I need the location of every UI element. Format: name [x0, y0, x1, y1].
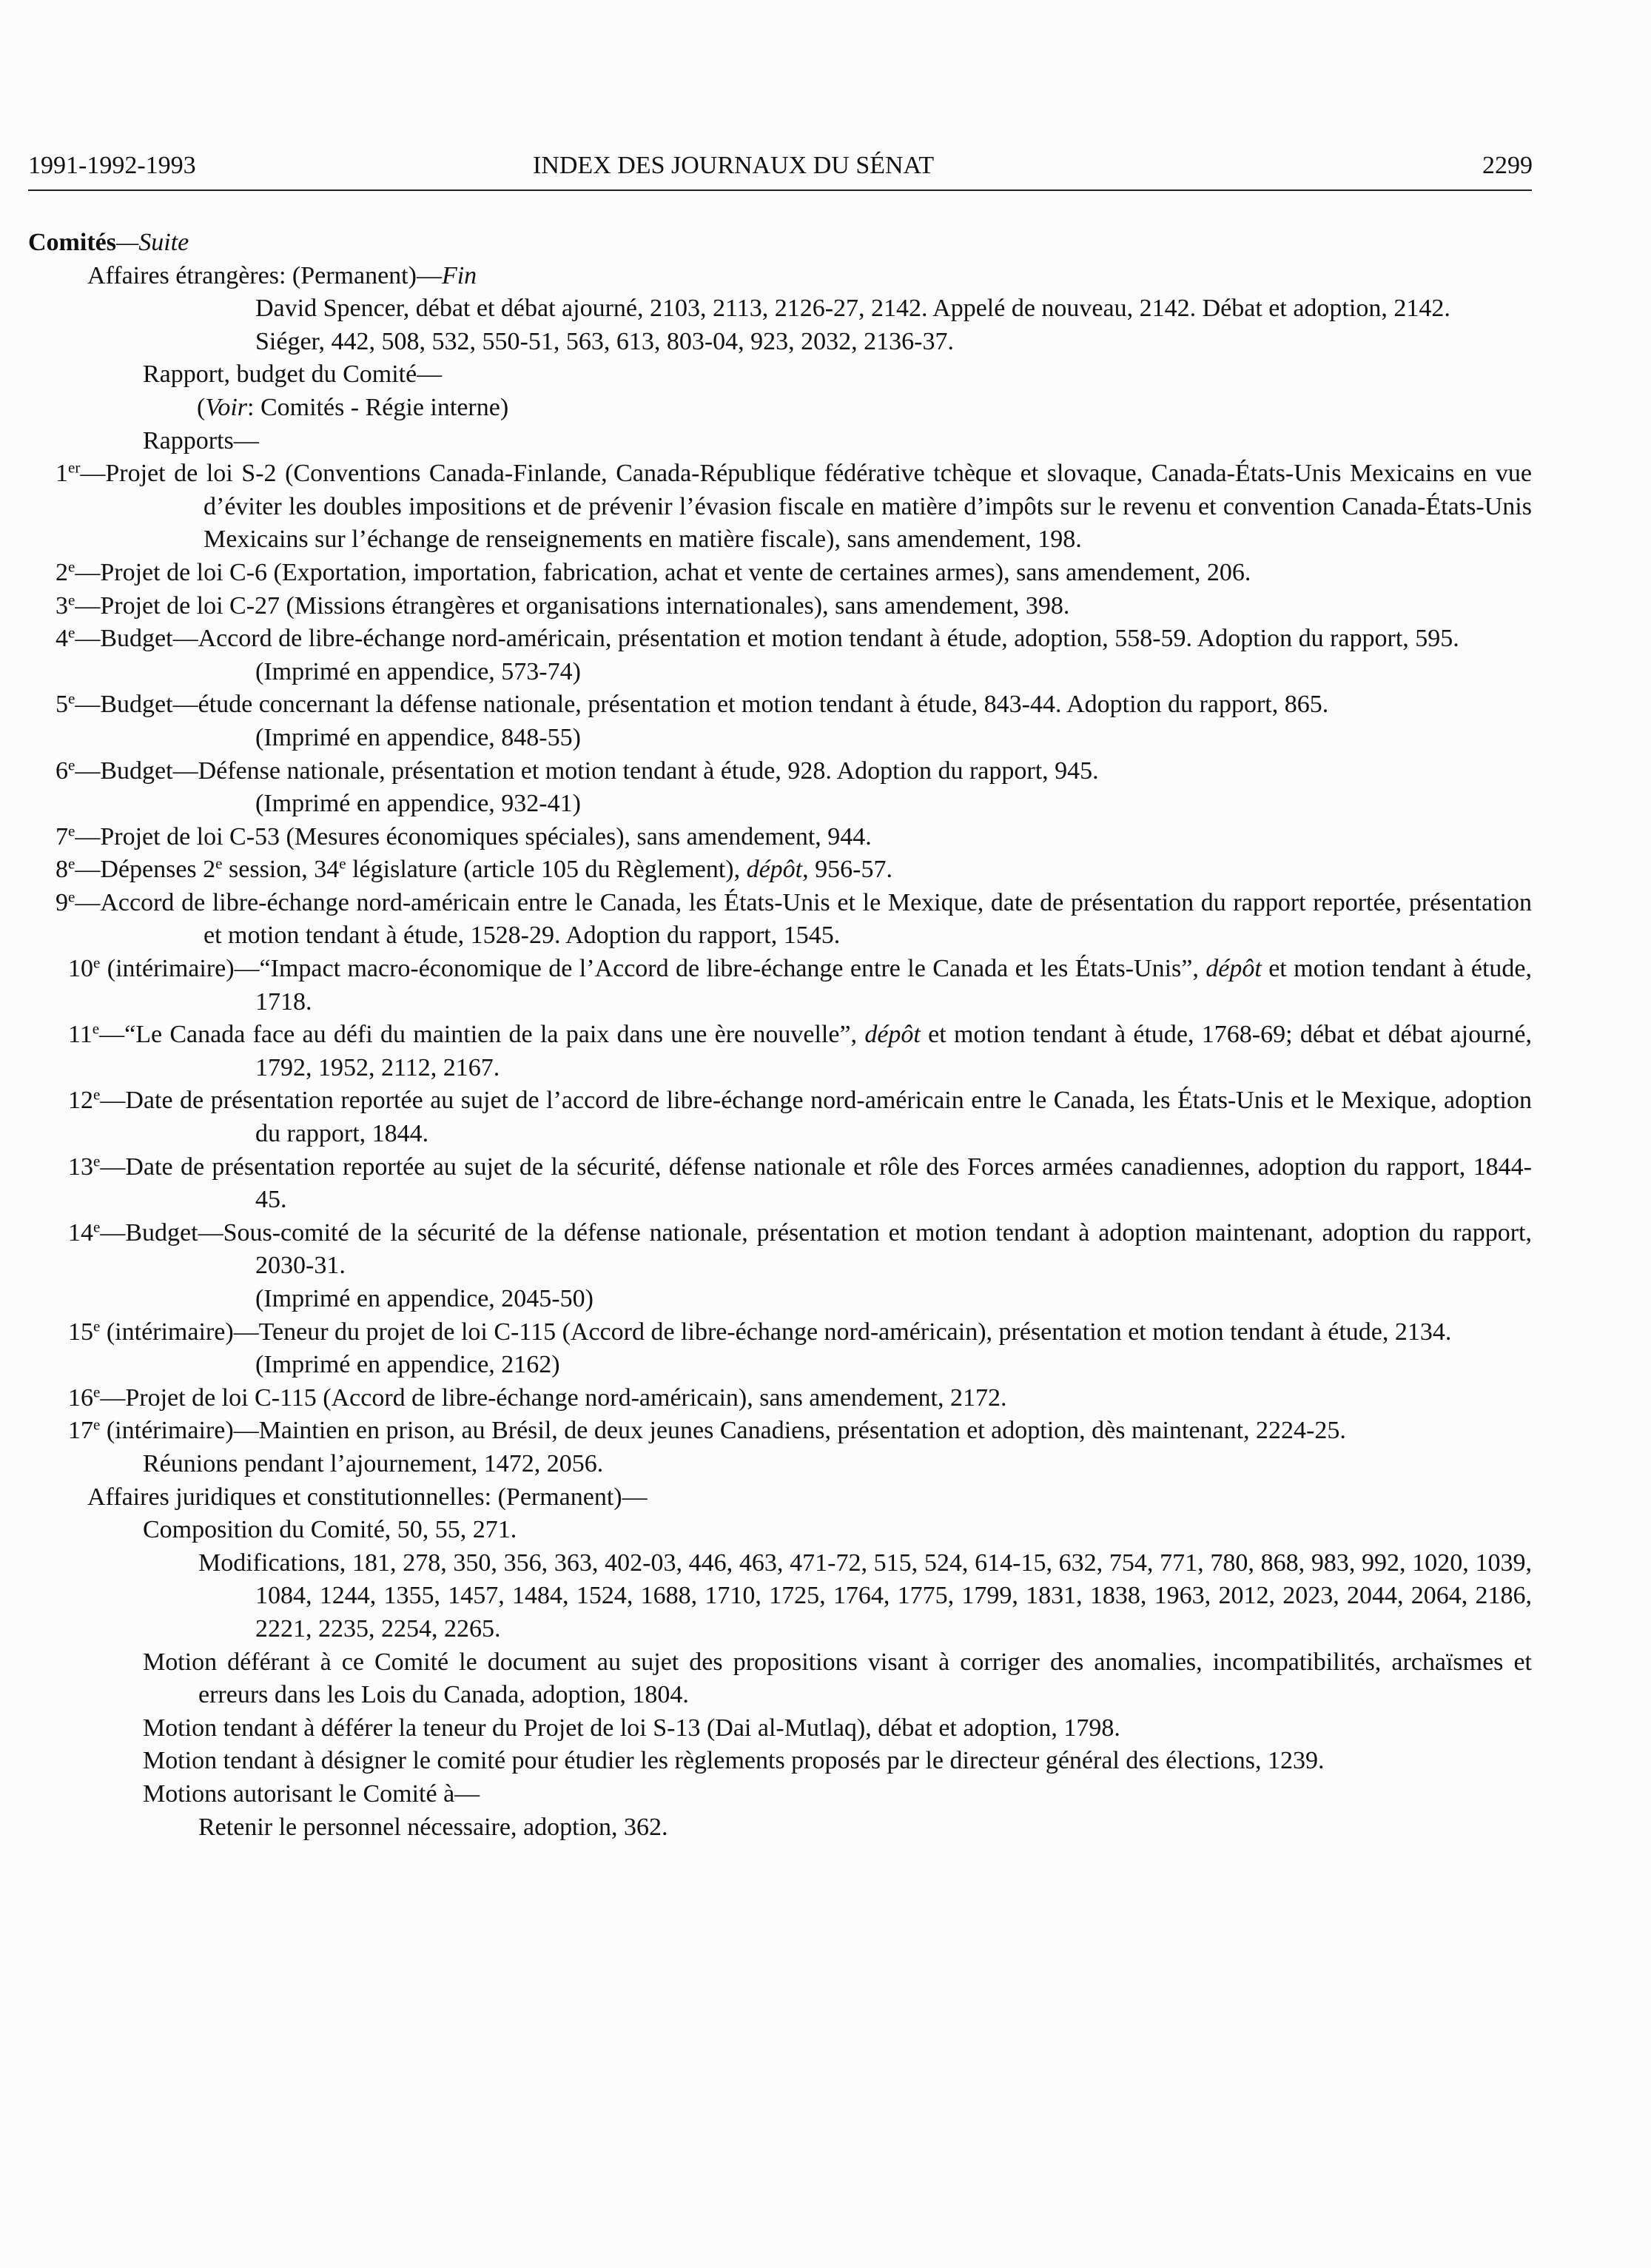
entry-suite: —Suite	[115, 229, 189, 256]
rapport-text: et motion tendant à étude, 1768-69; débat et débat ajourné, 1792, 1952, 2112, 2167.	[255, 1021, 1532, 1081]
rapport-ordinal: e	[93, 1085, 101, 1104]
rapport-text: —Budget—étude concernant la défense nationale, présentation et motion tendant à étude, 843-44. Adoption du rapport, 865.	[75, 691, 1329, 719]
rapport-ordinal: e	[68, 755, 75, 774]
entry-motion-deferant: Motion déférant à ce Comité le document au sujet des propositions visant à corriger des anomalies, incompatibilités, archaïsmes et erreurs dans les Lois du Canada, adoption, 1804.	[143, 1648, 1532, 1709]
rapport-14-appendice: (Imprimé en appendice, 2045-50)	[255, 1285, 594, 1312]
rapport-text: —Projet de loi C-53 (Mesures économiques spéciales), sans amendement, 944.	[75, 822, 872, 850]
header-page-number: 2299	[1482, 152, 1533, 179]
rapport-11	[28, 1019, 1532, 1084]
entry-reunions: Réunions pendant l’ajournement, 1472, 2056.	[143, 1449, 604, 1477]
entry-spencer: David Spencer, débat et débat ajourné, 2103, 2113, 2126-27, 2142. Appelé de nouveau, 2142. Débat et adoption, 2142.	[255, 295, 1450, 323]
rapport-3	[28, 590, 1532, 623]
rapport-10	[28, 953, 1532, 1019]
entry-sieger: Siéger, 442, 508, 532, 550-51, 563, 613, 803-04, 923, 2032, 2136-37.	[255, 327, 954, 355]
header-years: 1991-1992-1993	[28, 152, 196, 179]
rapport-ordinal: e	[68, 888, 75, 906]
rapport-6-appendice: (Imprimé en appendice, 932-41)	[255, 790, 581, 818]
legislature-ordinal: e	[339, 854, 346, 873]
rapport-5-appendice: (Imprimé en appendice, 848-55)	[255, 723, 581, 751]
rapport-14	[28, 1217, 1532, 1283]
rapport-text: (intérimaire)—Teneur du projet de loi C-115 (Accord de libre-échange nord-américain), présentation et motion tendant à étude, 2134.	[100, 1318, 1452, 1346]
rapport-text: —Projet de loi C-115 (Accord de libre-échange nord-américain), sans amendement, 2172.	[100, 1383, 1007, 1412]
rapport-number: 17	[68, 1417, 93, 1445]
depot-italic: dépôt	[746, 856, 803, 884]
entry-motion-s13: Motion tendant à déférer la teneur du Projet de loi S-13 (Dai al-Mutlaq), débat et adoption, 1798.	[143, 1714, 1120, 1742]
rapport-7	[28, 821, 1532, 854]
entry-motions-autorisant: Motions autorisant le Comité à—	[143, 1779, 480, 1808]
rapport-number: 7	[56, 822, 68, 850]
rapport-number: 1	[56, 460, 68, 488]
rapport-8	[28, 853, 1532, 887]
voir-rest: : Comités - Régie interne)	[247, 393, 509, 421]
rapport-number: 14	[68, 1218, 93, 1247]
voir-open: (	[197, 393, 206, 421]
entry-motion-designer: Motion tendant à désigner le comité pour étudier les règlements proposés par le directeur général des élections, 1239.	[143, 1747, 1325, 1775]
rapport-text: —Projet de loi C-6 (Exportation, importation, fabrication, achat et vente de certaines armes), sans amendement, 206.	[75, 558, 1251, 586]
rapport-ordinal: e	[68, 557, 75, 576]
rapport-text: —“Le Canada face au défi du maintien de la paix dans une ère nouvelle”,	[99, 1021, 865, 1049]
index-content	[28, 227, 1532, 1844]
rapport-text: (intérimaire)—Maintien en prison, au Brésil, de deux jeunes Canadiens, présentation et adoption, dès maintenant, 2224-25.	[100, 1417, 1346, 1445]
rapport-number: 8	[56, 856, 68, 884]
rapport-text: —Budget—Accord de libre-échange nord-américain, présentation et motion tendant à étude, adoption, 558-59. Adoption du rapport, 595.	[75, 625, 1459, 653]
rapport-ordinal: e	[68, 689, 75, 708]
rapport-17	[28, 1415, 1532, 1448]
rapport-ordinal: e	[93, 1415, 101, 1434]
rapport-ordinal: e	[68, 854, 75, 873]
rapport-13	[28, 1151, 1532, 1217]
depot-italic: dépôt	[1206, 955, 1262, 983]
rapport-ordinal: e	[68, 623, 75, 642]
entry-affaires-juridiques: Affaires juridiques et constitutionnelles: (Permanent)—	[87, 1483, 648, 1511]
rapport-text: —Budget—Sous-comité de la sécurité de la défense nationale, présentation et motion tendant à adoption maintenant, adoption du rapport, 2030-31.	[100, 1218, 1532, 1280]
rapport-number: 10	[68, 955, 93, 983]
header-rule	[28, 189, 1532, 191]
rapport-ordinal: e	[93, 1218, 101, 1236]
entry-affaires-etrangeres	[28, 260, 1532, 293]
entry-fin: Fin	[441, 261, 477, 289]
header-title: INDEX DES JOURNAUX DU SÉNAT	[533, 152, 935, 179]
rapport-ordinal: er	[68, 458, 81, 477]
rapport-number: 4	[56, 625, 68, 653]
rapport-text: —Date de présentation reportée au sujet de la sécurité, défense nationale et rôle des Forces armées canadiennes, adoption du rapport, 1844-45.	[100, 1153, 1532, 1214]
rapport-2	[28, 557, 1532, 590]
rapport-number: 13	[68, 1153, 93, 1181]
rapport-number: 3	[56, 591, 68, 620]
rapport-number: 9	[56, 888, 68, 916]
entry-composition: Composition du Comité, 50, 55, 271.	[143, 1516, 517, 1544]
rapport-text: législature (article 105 du Règlement),	[346, 856, 747, 884]
rapport-9	[28, 887, 1532, 953]
rapport-text: —Budget—Défense nationale, présentation et motion tendant à étude, 928. Adoption du rapport, 945.	[75, 756, 1099, 785]
rapport-ordinal: e	[93, 953, 101, 972]
entry-heading: Comités	[28, 229, 116, 256]
rapport-text: —Accord de libre-échange nord-américain entre le Canada, les États-Unis et le Mexique, date de présentation du rapport reportée, présentation et motion tendant à étude, 1528-29. Adoption du rapport, 1545.	[75, 888, 1532, 950]
rapport-ordinal: e	[68, 590, 75, 608]
rapport-ordinal: e	[93, 1152, 101, 1170]
rapport-4-appendice: (Imprimé en appendice, 573-74)	[255, 657, 581, 685]
rapport-12	[28, 1084, 1532, 1150]
rapport-ordinal: e	[93, 1383, 101, 1401]
rapport-text: —Dépenses 2	[75, 856, 216, 884]
rapport-15-appendice: (Imprimé en appendice, 2162)	[255, 1351, 560, 1379]
rapport-text: —Projet de loi S-2 (Conventions Canada-Finlande, Canada-République fédérative tchèque et slovaque, Canada-États-Unis Mexicains en vue d’éviter les doubles impositions et de prévenir l’évasion fiscale en matière d’impôts sur le revenu et convention Canada-États-Unis Mexicains sur l’échange de renseignements en matière fiscale), sans amendement, 198.	[80, 460, 1532, 554]
rapport-number: 12	[68, 1087, 93, 1115]
entry-retenir: Retenir le personnel nécessaire, adoption, 362.	[198, 1813, 668, 1841]
rapport-ordinal: e	[93, 1317, 101, 1335]
rapport-text: et motion tendant à étude, 1718.	[255, 955, 1533, 1016]
rapport-text: session, 34	[222, 856, 340, 884]
rapport-4	[28, 623, 1532, 656]
rapport-ordinal: e	[68, 822, 75, 840]
rapport-text: —Projet de loi C-27 (Missions étrangères et organisations internationales), sans amendement, 398.	[75, 591, 1070, 620]
rapport-15	[28, 1316, 1532, 1349]
entry-text: Affaires étrangères: (Permanent)—	[87, 261, 442, 289]
rapport-16	[28, 1382, 1532, 1415]
entry-modifications: Modifications, 181, 278, 350, 356, 363, 402-03, 446, 463, 471-72, 515, 524, 614-15, 632, 754, 771, 780, 868, 983, 992, 1020, 1039, 1084, 1244, 1355, 1457, 1484, 1524, 1688, 1710, 1725, 1764, 1775, 1799, 1831, 1838, 1963, 2012, 2023, 2044, 2064, 2186, 2221, 2235, 2254, 2265.	[198, 1549, 1532, 1643]
rapport-number: 15	[68, 1318, 93, 1346]
entry-rapport-budget: Rapport, budget du Comité—	[143, 360, 443, 389]
rapport-number: 6	[56, 756, 68, 785]
rapport-ordinal: e	[92, 1019, 100, 1038]
rapport-1	[28, 457, 1532, 557]
rapport-text: , 956-57.	[802, 856, 892, 884]
entry-voir	[28, 392, 1532, 425]
entry-comites	[28, 227, 1532, 260]
entry-rapports: Rapports—	[143, 426, 259, 454]
session-ordinal: e	[215, 854, 223, 873]
rapport-number: 16	[68, 1383, 93, 1412]
rapport-5	[28, 688, 1532, 722]
rapport-text: (intérimaire)—“Impact macro-économique de l’Accord de libre-échange entre le Canada et les États-Unis”,	[100, 955, 1206, 983]
rapport-number: 2	[56, 558, 68, 586]
rapport-6	[28, 755, 1532, 788]
depot-italic: dépôt	[864, 1021, 921, 1049]
voir-word: Voir	[205, 393, 248, 421]
rapport-text: —Date de présentation reportée au sujet de l’accord de libre-échange nord-américain entre le Canada, les États-Unis et le Mexique, adoption du rapport, 1844.	[100, 1087, 1532, 1148]
rapport-number: 5	[56, 691, 68, 719]
rapport-number: 11	[68, 1021, 93, 1049]
